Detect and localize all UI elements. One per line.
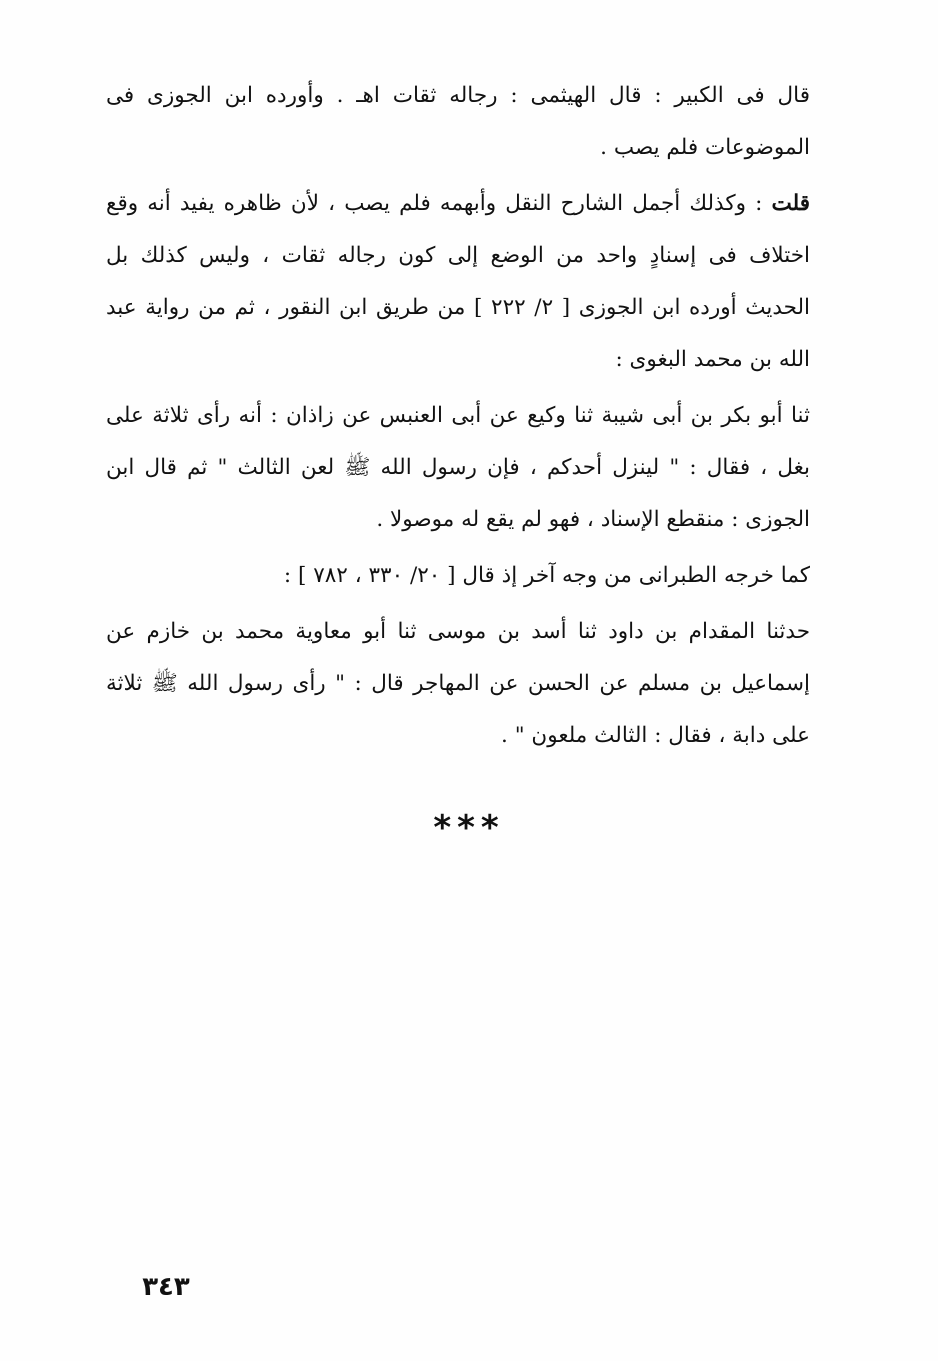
paragraph-2	[106, 178, 810, 386]
paragraph-5	[106, 606, 810, 762]
main-text	[106, 70, 810, 762]
section-separator: ***	[433, 808, 505, 848]
paragraph-text: قال فى الكبير : قال الهيثمى : رجاله ثقات اهـ . وأورده ابن الجوزى فى الموضوعات فلم يصب .	[106, 83, 810, 160]
paragraph-text: ثنا أبو بكر بن أبى شيبة ثنا وكيع عن أبى العنبس عن زاذان : أنه رأى ثلاثة على بغل ، فقال : " لينزل أحدكم ، فإن رسول الله ﷺ لعن الثالث " ثم قال ابن الجوزى : منقطع الإسناد ، فهو لم يقع له موصولا .	[106, 403, 810, 532]
paragraph-1	[106, 70, 810, 174]
paragraph-text: كما خرجه الطبرانى من وجه آخر إذ قال [ ٢٠/ ٣٣٠ ، ٧٨٢ ] :	[283, 563, 810, 588]
paragraph-4	[106, 550, 810, 602]
paragraph-3	[106, 390, 810, 546]
paragraph-lead: قلت	[771, 191, 810, 216]
page-number: ٣٤٣	[142, 1272, 190, 1302]
paragraph-text: حدثنا المقدام بن داود ثنا أسد بن موسى ثنا أبو معاوية محمد بن خازم عن إسماعيل بن مسلم عن الحسن عن المهاجر قال : " رأى رسول الله ﷺ ثلاثة على دابة ، فقال : الثالث ملعون " .	[106, 619, 810, 748]
paragraph-text: : وكذلك أجمل الشارح النقل وأبهمه فلم يصب ، لأن ظاهره يفيد أنه وقع اختلاف فى إسنادٍ واحد من الوضع إلى كون رجاله ثقات ، وليس كذلك بل الحديث أورده ابن الجوزى [ ٢/ ٢٢٢ ] من طريق ابن النقور ، ثم من رواية عبد الله بن محمد البغوى :	[106, 191, 811, 372]
